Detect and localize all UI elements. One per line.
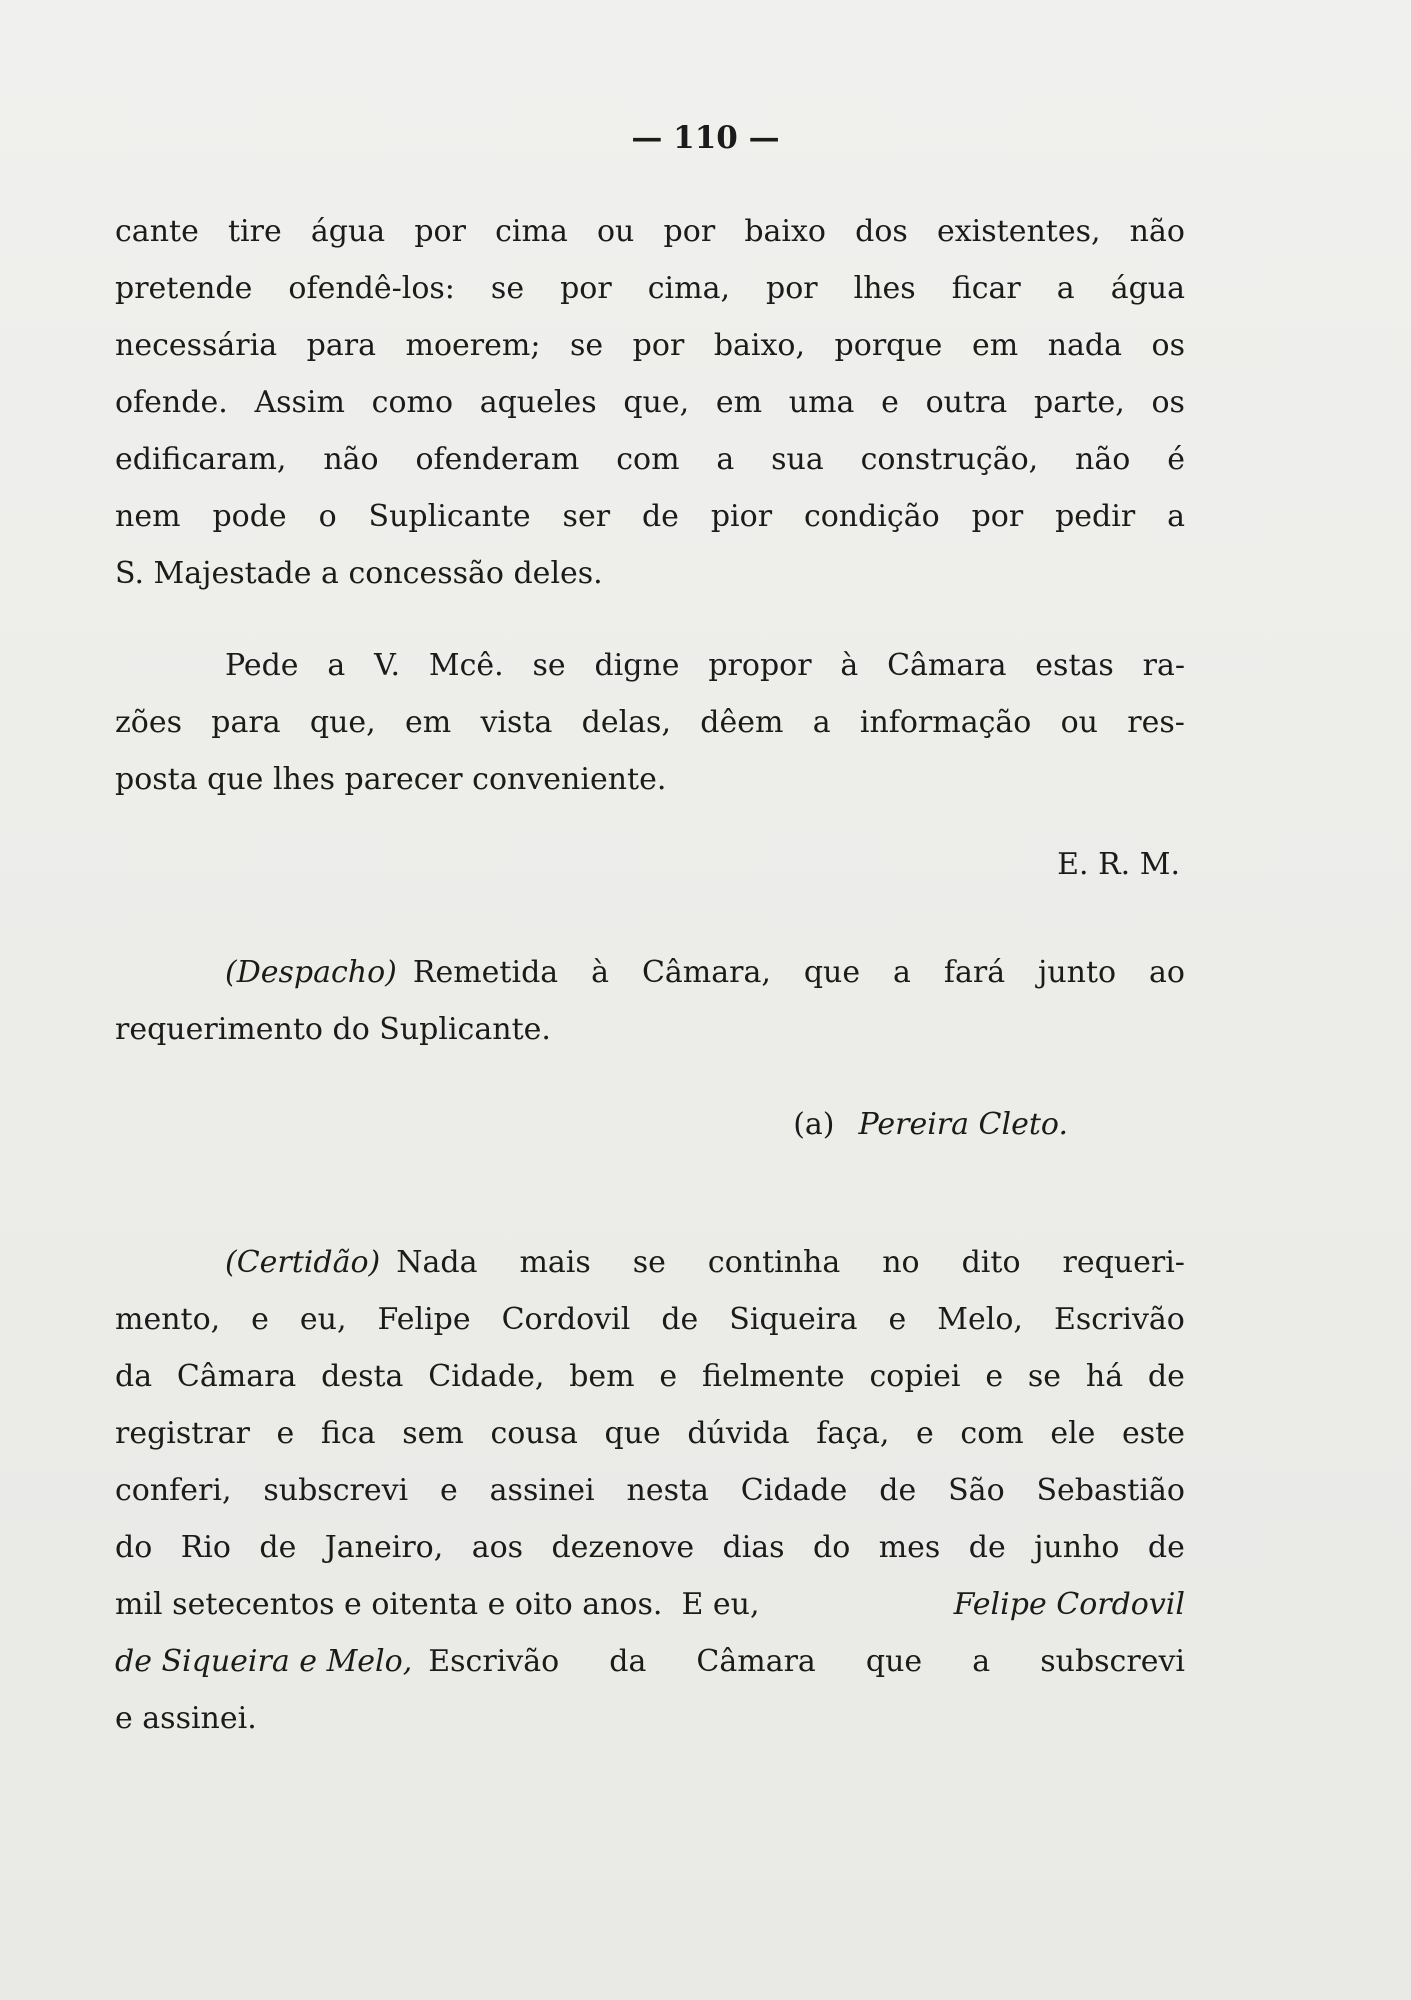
word: baixo, — [713, 328, 806, 363]
word: Nada — [396, 1245, 478, 1280]
word: Siqueira — [729, 1302, 858, 1337]
word: propor — [708, 648, 812, 683]
despacho-rest — [397, 944, 1185, 1001]
despacho-block — [115, 944, 1185, 1058]
paragraph-2 — [115, 637, 1185, 808]
certidao-rest — [380, 1234, 1185, 1291]
word: Escrivão — [1053, 1302, 1185, 1337]
word: lhes — [853, 271, 916, 306]
despacho-label: (Despacho) — [225, 955, 397, 990]
word: do — [813, 1530, 851, 1565]
word: de — [641, 499, 679, 534]
word: dezenove — [551, 1530, 695, 1565]
word: estas — [1035, 648, 1114, 683]
word: e — [659, 1359, 678, 1394]
word: ra- — [1142, 648, 1185, 683]
word: desta — [321, 1359, 404, 1394]
word: há — [1085, 1359, 1124, 1394]
word: que — [604, 1416, 661, 1451]
text-line — [115, 431, 1185, 488]
word: a — [1056, 271, 1075, 306]
closing-formula: E. R. M. — [1057, 847, 1180, 882]
text-line — [115, 1633, 1185, 1690]
text-line: e assinei. — [115, 1701, 257, 1736]
word: ou — [1060, 705, 1099, 740]
word: no — [882, 1245, 920, 1280]
word: conferi, — [115, 1473, 232, 1508]
text-line — [115, 1519, 1185, 1576]
word: e — [251, 1302, 269, 1337]
word: fará — [943, 955, 1006, 990]
word: bem — [569, 1359, 635, 1394]
word: dos — [855, 214, 908, 249]
word: digne — [594, 648, 680, 683]
word: requeri- — [1062, 1245, 1185, 1280]
word: do — [115, 1530, 153, 1565]
word: ofende. — [115, 385, 228, 420]
word: Câmara — [696, 1644, 816, 1679]
word: Rio — [180, 1530, 231, 1565]
word: delas, — [581, 705, 671, 740]
word: à — [840, 648, 859, 683]
word: e — [888, 1302, 907, 1337]
word: de — [1147, 1530, 1185, 1565]
word: assinei — [489, 1473, 595, 1508]
word: res- — [1127, 705, 1185, 740]
word: Assim — [254, 385, 345, 420]
word: faça, — [816, 1416, 890, 1451]
word: se — [490, 271, 525, 306]
word: e — [440, 1473, 458, 1508]
word: eu, — [299, 1302, 347, 1337]
word: dito — [961, 1245, 1021, 1280]
word: moerem; — [405, 328, 541, 363]
word: copiei — [869, 1359, 961, 1394]
signature-name: Pereira Cleto. — [858, 1107, 1068, 1142]
text-line — [115, 1291, 1185, 1348]
word: uma — [788, 385, 855, 420]
word: informação — [859, 705, 1032, 740]
word: que — [865, 1644, 923, 1679]
text-line — [115, 1348, 1185, 1405]
word: por — [632, 328, 685, 363]
word: junho — [1034, 1530, 1120, 1565]
word: Cidade — [740, 1473, 848, 1508]
word: subscrevi — [1040, 1644, 1185, 1679]
word: ele — [1050, 1416, 1096, 1451]
closing-text — [115, 836, 1185, 893]
word: Câmara — [887, 648, 1007, 683]
word: de — [879, 1473, 917, 1508]
word: Câmara, — [641, 955, 771, 990]
word: São — [948, 1473, 1005, 1508]
word: para — [306, 328, 376, 363]
word: Melo, — [937, 1302, 1023, 1337]
word: baixo — [744, 214, 826, 249]
word: Janeiro, — [324, 1530, 444, 1565]
word: continha — [707, 1245, 841, 1280]
word: necessária — [115, 328, 278, 363]
word: os — [1151, 328, 1185, 363]
word: por — [663, 214, 716, 249]
word: a — [716, 442, 735, 477]
word: o — [318, 499, 337, 534]
word: fica — [320, 1416, 376, 1451]
word: ou — [597, 214, 635, 249]
word: parte, — [1033, 385, 1125, 420]
word: junto — [1038, 955, 1117, 990]
word: nesta — [626, 1473, 709, 1508]
word: dúvida — [687, 1416, 790, 1451]
text-line — [115, 694, 1185, 751]
word: Cidade, — [428, 1359, 545, 1394]
word: por — [560, 271, 612, 306]
word: ao — [1149, 955, 1185, 990]
text-line — [115, 203, 1185, 260]
word: este — [1122, 1416, 1185, 1451]
word: sua — [771, 442, 824, 477]
text-line — [115, 1576, 1185, 1633]
word: a — [812, 705, 831, 740]
word: e — [985, 1359, 1004, 1394]
word: que, — [623, 385, 690, 420]
word: com — [616, 442, 680, 477]
word: nem — [115, 499, 181, 534]
word: edificaram, — [115, 442, 287, 477]
word: porque — [834, 328, 943, 363]
word: água — [1110, 271, 1185, 306]
word: Escrivão — [428, 1644, 560, 1679]
word: pedir — [1055, 499, 1136, 534]
word: Remetida — [412, 955, 559, 990]
word: Pede — [225, 648, 299, 683]
text-line — [115, 637, 1185, 694]
word: nada — [1047, 328, 1122, 363]
certidao-block — [115, 1234, 1185, 1747]
word: com — [960, 1416, 1024, 1451]
certidao-name-part-2: de Siqueira e Melo, — [115, 1644, 413, 1679]
word: sem — [402, 1416, 464, 1451]
word: Suplicante — [368, 499, 531, 534]
word: não — [1075, 442, 1131, 477]
certidao-pre-name: mil setecentos e oitenta e oito anos. E eu, — [115, 1587, 760, 1622]
despacho-line-1 — [225, 944, 1185, 1001]
word: água — [310, 214, 386, 249]
word: ofenderam — [415, 442, 580, 477]
word: e — [881, 385, 899, 420]
word: de — [1147, 1359, 1185, 1394]
word: e — [916, 1416, 934, 1451]
text-line: posta que lhes parecer conveniente. — [115, 762, 667, 797]
word: aqueles — [479, 385, 597, 420]
word: Sebastião — [1036, 1473, 1185, 1508]
text-line — [115, 1462, 1185, 1519]
word: ofendê-los: — [288, 271, 455, 306]
word: da — [609, 1644, 647, 1679]
text-line — [115, 260, 1185, 317]
word: que, — [309, 705, 376, 740]
word: cima — [495, 214, 568, 249]
word: cima, — [647, 271, 730, 306]
word: por — [766, 271, 818, 306]
word: como — [371, 385, 454, 420]
word: cante — [115, 214, 199, 249]
signature-line — [115, 1096, 1185, 1153]
word: mais — [519, 1245, 591, 1280]
word: pretende — [115, 271, 253, 306]
word: de — [259, 1530, 297, 1565]
word: V. — [374, 648, 401, 683]
word: não — [323, 442, 379, 477]
word: Felipe — [377, 1302, 471, 1337]
word: de — [968, 1530, 1006, 1565]
text-line: requerimento do Suplicante. — [115, 1012, 551, 1047]
word: cousa — [490, 1416, 578, 1451]
certidao-post-name — [412, 1633, 1185, 1690]
word: aos — [471, 1530, 524, 1565]
word: da — [115, 1359, 153, 1394]
certidao-line-1 — [225, 1234, 1185, 1291]
word: se — [1027, 1359, 1062, 1394]
word: condição — [803, 499, 940, 534]
word: por — [971, 499, 1024, 534]
word: por — [414, 214, 466, 249]
word: fielmente — [701, 1359, 845, 1394]
word: a — [972, 1644, 991, 1679]
word: outra — [925, 385, 1008, 420]
text-line — [115, 374, 1185, 431]
word: dias — [722, 1530, 785, 1565]
word: pode — [212, 499, 287, 534]
word: Câmara — [176, 1359, 297, 1394]
signature-prefix: (a) — [793, 1107, 835, 1142]
word: não — [1129, 214, 1185, 249]
word: se — [532, 648, 566, 683]
word: em — [404, 705, 452, 740]
word: à — [591, 955, 610, 990]
word: em — [971, 328, 1019, 363]
word: Cordovil — [501, 1302, 631, 1337]
word: dêem — [700, 705, 784, 740]
word: zões — [115, 705, 183, 740]
word: vista — [480, 705, 553, 740]
signature-block — [115, 1096, 1185, 1153]
word: que — [803, 955, 861, 990]
word: mento, — [115, 1302, 221, 1337]
paragraph-1 — [115, 203, 1185, 602]
closing-block — [115, 836, 1185, 893]
text-line — [115, 317, 1185, 374]
word: mes — [878, 1530, 941, 1565]
text-line: S. Majestade a concessão deles. — [115, 556, 603, 591]
word: subscrevi — [263, 1473, 409, 1508]
text-line — [115, 488, 1185, 545]
word: a — [327, 648, 346, 683]
word: ser — [562, 499, 611, 534]
word: tire — [227, 214, 282, 249]
text-line — [115, 944, 1185, 1001]
word: os — [1151, 385, 1185, 420]
page-number: — 110 — — [631, 120, 780, 156]
certidao-label: (Certidão) — [225, 1245, 381, 1280]
word: se — [569, 328, 604, 363]
word: de — [661, 1302, 699, 1337]
word: é — [1167, 442, 1185, 477]
word: e — [276, 1416, 295, 1451]
word: a — [893, 955, 911, 990]
word: existentes, — [936, 214, 1101, 249]
word: Mcê. — [428, 648, 504, 683]
word: pior — [710, 499, 773, 534]
word: ficar — [951, 271, 1021, 306]
word: em — [715, 385, 763, 420]
word: registrar — [115, 1416, 250, 1451]
word: se — [632, 1245, 666, 1280]
text-line — [115, 1234, 1185, 1291]
word: para — [211, 705, 281, 740]
word: a — [1167, 499, 1185, 534]
word: construção, — [860, 442, 1039, 477]
certidao-name-part-1: Felipe Cordovil — [953, 1587, 1185, 1622]
text-line — [115, 1405, 1185, 1462]
